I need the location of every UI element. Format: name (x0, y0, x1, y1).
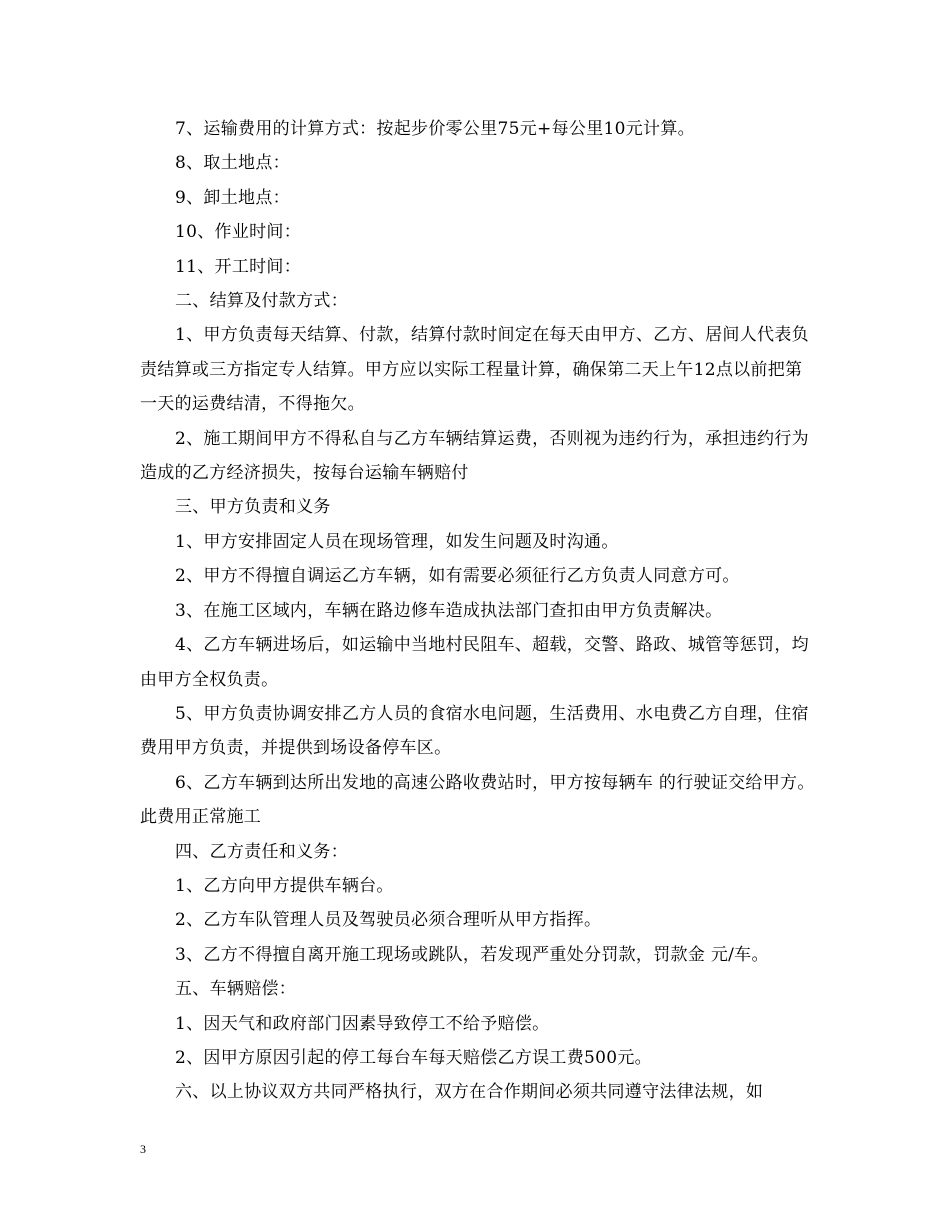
paragraph: 1、乙方向甲方提供车辆台。 (175, 875, 394, 896)
page-number: 3 (140, 1142, 146, 1156)
paragraph: 1、甲方负责每天结算、付款，结算付款时间定在每天由甲方、乙方、居间人代表负责结算或三方指定专人结算。甲方应以实际工程量计算，确保第二天上午12点以前把第一天的运费结清，不得拖欠。 (140, 325, 809, 415)
paragraph: 2、甲方不得擅自调运乙方车辆，如有需要必须征行乙方负责人同意方可。 (175, 566, 740, 587)
paragraph: 5、甲方负责协调安排乙方人员的食宿水电问题，生活费用、水电费乙方自理，住宿费用甲方负责，并提供到场设备停车区。 (140, 703, 809, 759)
paragraph: 8、取土地点： (175, 153, 290, 174)
paragraph: 9、卸土地点： (175, 187, 290, 208)
paragraph: 1、甲方安排固定人员在现场管理，如发生问题及时沟通。 (175, 531, 619, 552)
section-heading: 二、结算及付款方式： (175, 291, 348, 312)
section-heading: 四、乙方责任和义务： (175, 841, 348, 862)
paragraph: 7、运输费用的计算方式：按起步价零公里75元+每公里10元计算。 (175, 119, 695, 139)
paragraph: 1、因天气和政府部门因素导致停工不给予赔偿。 (175, 1013, 550, 1034)
paragraph: 11、开工时间： (175, 256, 302, 277)
paragraph: 六、以上协议双方共同严格执行，双方在合作期间必须共同遵守法律法规，如 (175, 1082, 764, 1103)
paragraph: 2、乙方车队管理人员及驾驶员必须合理听从甲方指挥。 (175, 910, 602, 931)
paragraph: 4、乙方车辆进场后，如运输中当地村民阻车、超载，交警、路政、城管等惩罚，均由甲方全权负责。 (140, 635, 809, 690)
contract-body (140, 112, 815, 1110)
paragraph: 10、作业时间： (175, 222, 302, 243)
paragraph: 2、施工期间甲方不得私自与乙方车辆结算运费，否则视为违约行为，承担违约行为造成的乙方经济损失，按每台运输车辆赔付 (140, 428, 809, 484)
section-heading: 三、甲方负责和义务 (175, 497, 331, 518)
paragraph: 2、因甲方原因引起的停工每台车每天赔偿乙方误工费500元。 (175, 1047, 652, 1068)
section-heading: 五、车辆赔偿： (175, 979, 297, 1000)
paragraph: 3、在施工区域内，车辆在路边修车造成执法部门查扣由甲方负责解决。 (175, 600, 723, 621)
paragraph: 6、乙方车辆到达所出发地的高速公路收费站时，甲方按每辆车 的行驶证交给甲方。此费用正常施工 (140, 772, 815, 828)
paragraph: 3、乙方不得擅自离开施工现场或跳队，若发现严重处分罚款，罚款金 元/车。 (175, 944, 769, 965)
